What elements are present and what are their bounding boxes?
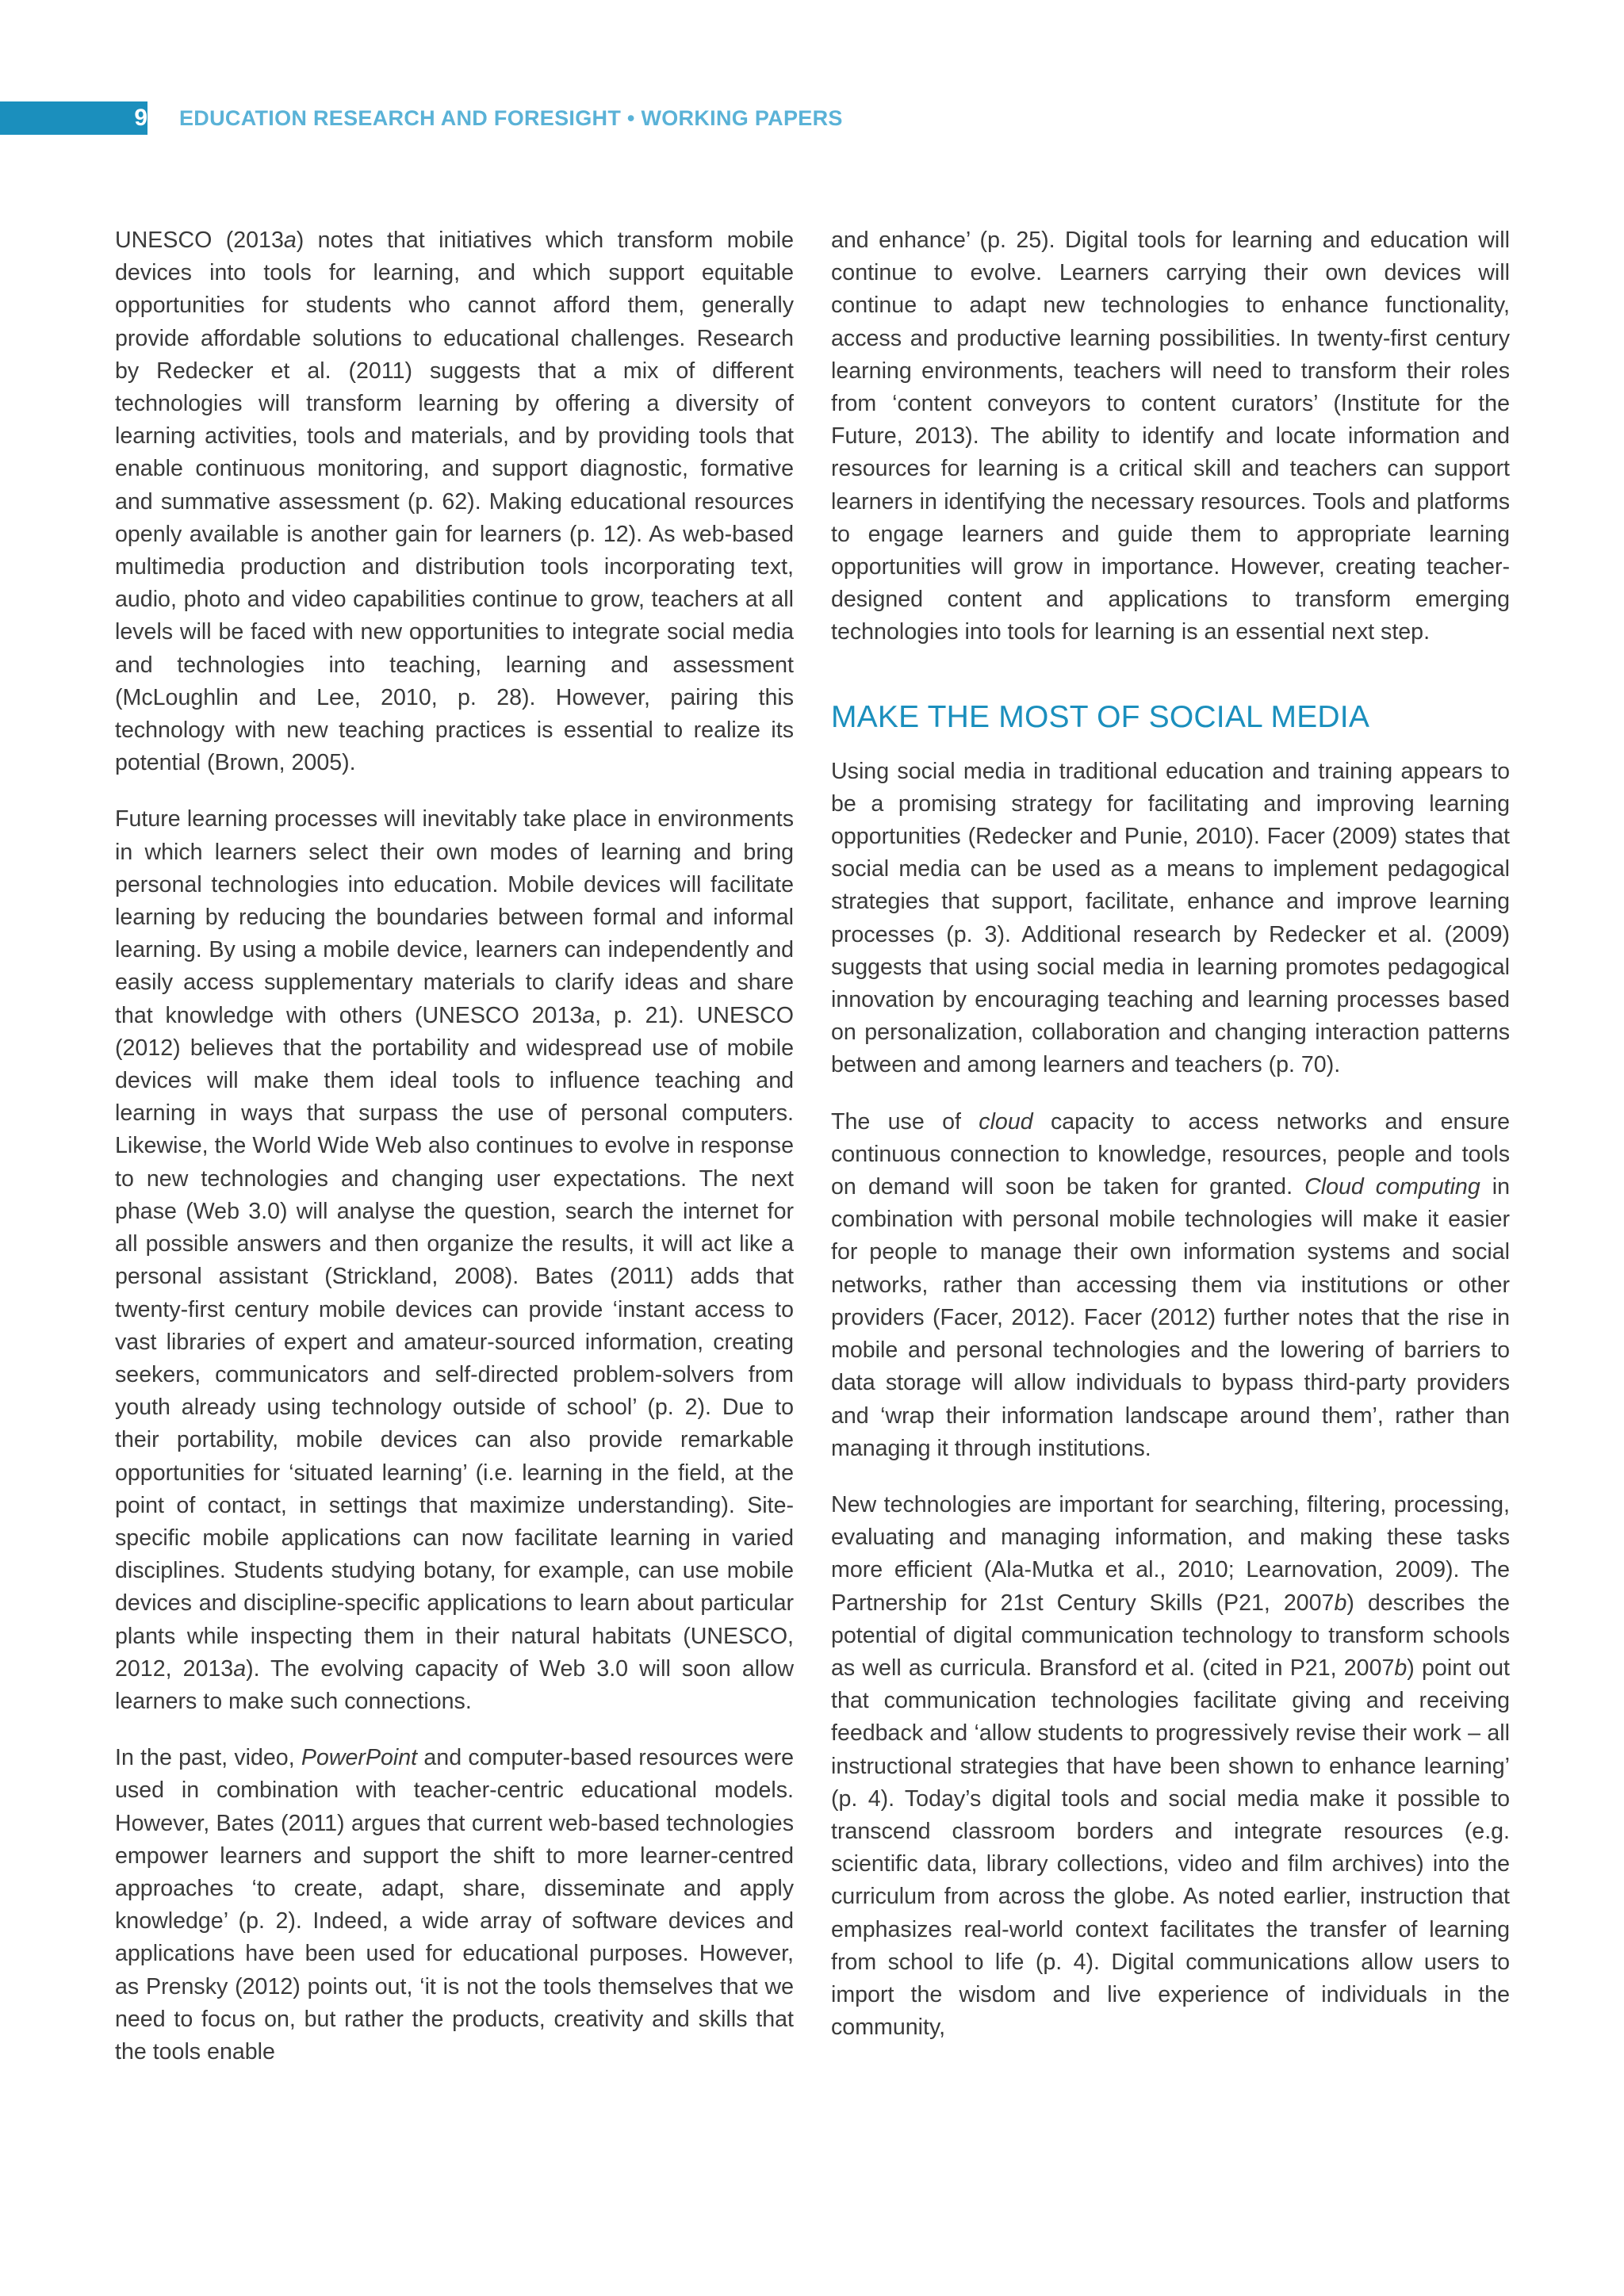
paragraph: Using social media in traditional education and training appears to be a promising strategy for facilitating and improving learning opportunities (Redecker and Punie, 2010). Facer (2009) states that social media can be used as a means to implement pedagogical strategies that support, facilitate, enhance and improve learning processes (p. 3). Additional research by Redecker et al. (2009) suggests that using social media in learning promotes pedagogical innovation by encouraging teaching and learning processes based on personalization, collaboration and changing interaction patterns between and among learners and teachers (p. 70). — [831, 758, 1510, 1078]
running-title: EDUCATION RESEARCH AND FORESIGHT • WORKING PAPERS — [179, 106, 843, 130]
paragraph: New technologies are important for searching, filtering, processing, evaluating and managing information, and making these tasks more efficient (Ala-Mutka et al., 2010; Learnovation, 2009). The Partnership for 21st Century Skills (P21, 2007b) describes the potential of digital communication technology to transform schools as well as curricula. Bransford et al. (cited in P21, 2007b) point out that communication technologies facilitate giving and receiving feedback and ‘allow students to progressively revise their work – all instructional strategies that have been shown to enhance learning’ (p. 4). Today’s digital tools and social media make it possible to transcend classroom borders and integrate resources (e.g. scientific data, library collections, video and film archives) into the curriculum from across the globe. As noted earlier, instruction that emphasizes real-world context facilitates the transfer of learning from school to life (p. 4). Digital communications allow users to import the wisdom and live experience of individuals in the community, — [831, 1491, 1510, 2041]
paragraph: UNESCO (2013a) notes that initiatives which transform mobile devices into tools for learning, and which support equitable opportunities for students who cannot afford them, generally provide affordable solutions to educational challenges. Research by Redecker et al. (2011) suggests that a mix of different technologies will transform learning by offering a diversity of learning activities, tools and materials, and by providing tools that enable continuous monitoring, and support diagnostic, formative and summative assessment (p. 62). Making educational resources openly available is another gain for learners (p. 12). As web-based multimedia production and distribution tools incorporating text, audio, photo and video capabilities continue to grow, teachers at all levels will be faced with new opportunities to integrate social media and technologies into teaching, learning and assessment (McLoughlin and Lee, 2010, p. 28). However, pairing this technology with new teaching practices is essential to realize its potential (Brown, 2005). — [115, 228, 794, 776]
page-number-tab — [0, 101, 147, 135]
page-number: 9 — [134, 105, 147, 131]
left-column — [115, 224, 794, 2092]
paragraph: Future learning processes will inevitably take place in environments in which learners select their own modes of learning and bring personal technologies into education. Mobile devices will facilitate learning by reducing the boundaries between formal and informal learning. By using a mobile device, learners can independently and easily access supplementary materials to clarify ideas and share that knowledge with others (UNESCO 2013a, p. 21). UNESCO (2012) believes that the portability and widespread use of mobile devices will make them ideal tools to influence teaching and learning in ways that surpass the use of personal computers. Likewise, the World Wide Web also continues to evolve in response to new technologies and changing user expectations. The next phase (Web 3.0) will analyse the question, search the internet for all possible answers and then organize the results, it will act like a personal assistant (Strickland, 2008). Bates (2011) adds that twenty-first century mobile devices can provide ‘instant access to vast libraries of expert and amateur-sourced information, creating seekers, communicators and self-directed problem-solvers from youth already using technology outside of school’ (p. 2). Due to their portability, mobile devices can also provide remarkable opportunities for ‘situated learning’ (i.e. learning in the field, at the point of contact, in settings that maximize understanding). Site-specific mobile applications can now facilitate learning in varied disciplines. Students studying botany, for example, can use mobile devices and discipline-specific applications to learn about particular plants while inspecting them in their natural habitats (UNESCO, 2012, 2013a). The evolving capacity of Web 3.0 will soon allow learners to make such connections. — [115, 806, 794, 1714]
right-column — [831, 224, 1510, 2068]
paragraph: The use of cloud capacity to access networks and ensure continuous connection to knowledge, resources, people and tools on demand will soon be taken for granted. Cloud computing in combination with personal mobile technologies will make it easier for people to manage their own information systems and social networks, rather than accessing them via institutions or other providers (Facer, 2012). Facer (2012) further notes that the rise in mobile and personal technologies and the lowering of barriers to data storage will allow individuals to bypass third-party providers and ‘wrap their information landscape around them’, rather than managing it through institutions. — [831, 1108, 1510, 1461]
section-heading: MAKE THE MOST OF SOCIAL MEDIA — [831, 699, 1370, 734]
paragraph: and enhance’ (p. 25). Digital tools for learning and education will continue to evolve. Learners carrying their own devices will continue to adapt new technologies to enhance functionality, access and productive learning possibilities. In twenty-first century learning environments, teachers will need to transform their roles from ‘content conveyors to content curators’ (Institute for the Future, 2013). The ability to identify and locate information and resources for learning is a critical skill and teachers can support learners in identifying the necessary resources. Tools and platforms to engage learners and guide them to appropriate learning opportunities will grow in importance. However, creating teacher-designed content and applications to transform emerging technologies into tools for learning is an essential next step. — [831, 228, 1510, 645]
page-header — [0, 101, 952, 135]
paragraph: In the past, video, PowerPoint and computer-based resources were used in combination with teacher-centric educational models. However, Bates (2011) argues that current web-based technologies empower learners and support the shift to more learner-centred approaches ‘to create, adapt, share, disseminate and apply knowledge’ (p. 2). Indeed, a wide array of software devices and applications have been used for educational purposes. However, as Prensky (2012) points out, ‘it is not the tools themselves that we need to focus on, but rather the products, creativity and skills that the tools enable — [115, 1745, 794, 2064]
